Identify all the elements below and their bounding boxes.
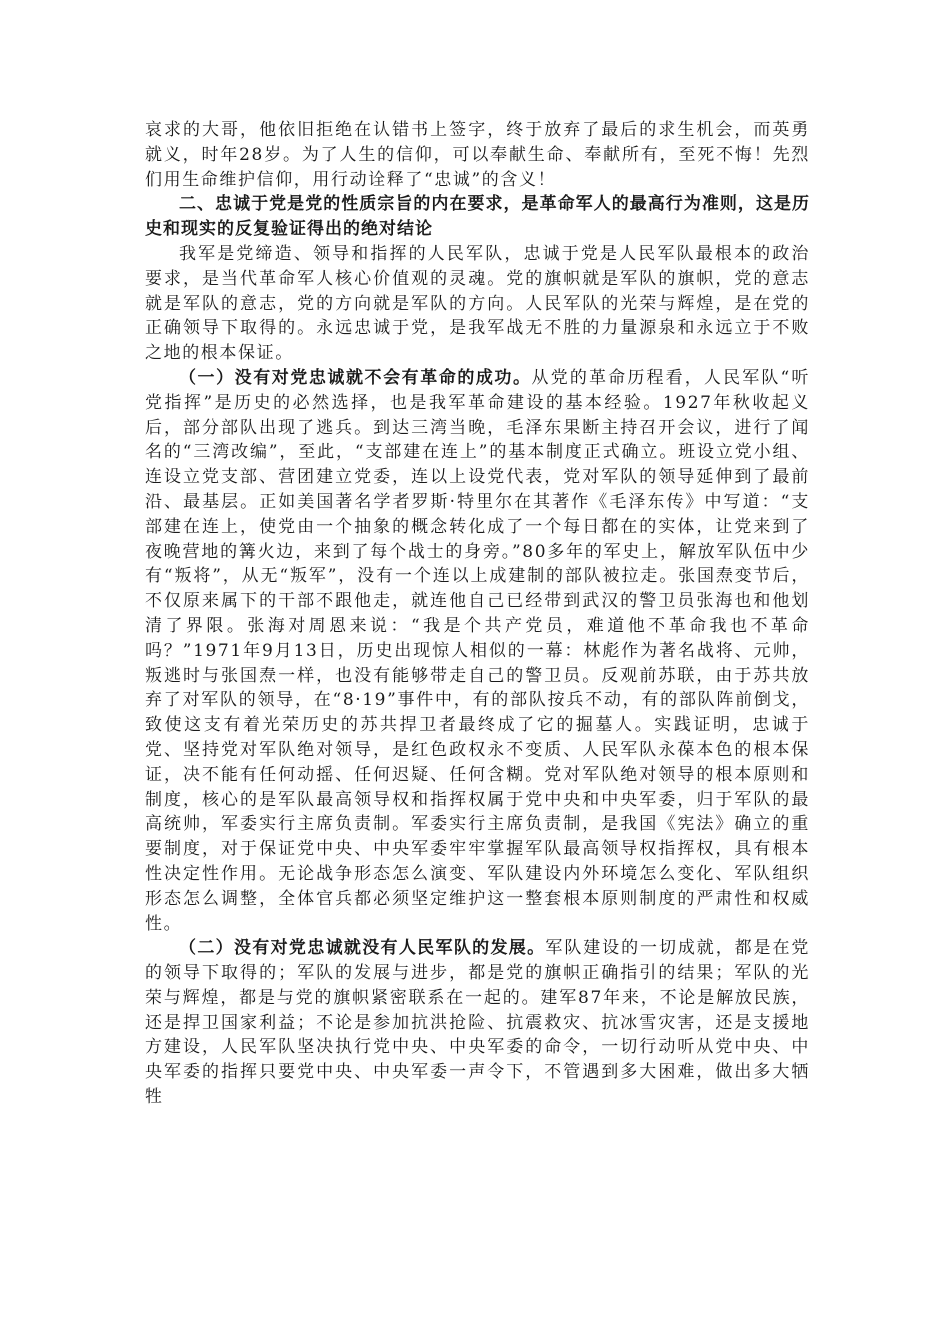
intro-paragraph: 哀求的大哥，他依旧拒绝在认错书上签字，终于放弃了最后的求生机会，而英勇就义，时年28岁。为了人生的信仰，可以奉献生命、奉献所有，至死不悔！先烈们用生命维护信仰，用行动诠释了“忠诚”的含义！ xyxy=(145,120,810,190)
subsection-1-body: 从党的革命历程看，人民军队“听党指挥”是历史的必然选择，也是我军革命建设的基本经验。1927年秋收起义后，部分部队出现了逃兵。到达三湾当晚，毛泽东果断主持召开会议，进行了闻名的“三湾改编”，至此，“支部建在连上”的基本制度正式确立。班设立党小组、连设立党支部、营团建立党委，连以上设党代表，党对军队的领导延伸到了最前沿、最基层。正如美国著名学者罗斯·特里尔在其著作《毛泽东传》中写道：“支部建在连上，使党由一个抽象的概念转化成了一个每日都在的实体，让党来到了夜晚营地的篝火边，来到了每个战士的身旁。”80多年的军史上，解放军队伍中少有“叛将”，从无“叛军”，没有一个连以上成建制的部队被拉走。张国焘变节后，不仅原来属下的干部不跟他走，就连他自己已经带到武汉的警卫员张海也和他划清了界限。张海对周恩来说：“我是个共产党员，难道他不革命我也不革命吗？”1971年9月13日，历史出现惊人相似的一幕：林彪作为著名战将、元帅，叛逃时与张国焘一样，也没有能够带走自己的警卫员。反观前苏联，由于苏共放弃了对军队的领导，在“8·19”事件中，有的部队按兵不动，有的部队阵前倒戈，致使这支有着光荣历史的苏共捍卫者最终成了它的掘墓人。实践证明，忠诚于党、坚持党对军队绝对领导，是红色政权永不变质、人民军队永葆本色的根本保证，决不能有任何动摇、任何迟疑、任何含糊。党对军队绝对领导的根本原则和制度，核心的是军队最高领导权和指挥权属于党中央和中央军委，归于军队的最高统帅，军委实行主席负责制。军委实行主席负责制，是我国《宪法》确立的重要制度，对于保证党中央、中央军委牢牢掌握军队最高领导权指挥权，具有根本性决定性作用。无论战争形态怎么演变、军队建设内外环境怎么变化、军队组织形态怎么调整，全体官兵都必须坚定维护这一整套根本原则制度的严肃性和权威性。 xyxy=(145,367,810,934)
document-page xyxy=(145,118,810,1110)
section-2-paragraph: 我军是党缔造、领导和指挥的人民军队，忠诚于党是人民军队最根本的政治要求，是当代革命军人核心价值观的灵魂。党的旗帜就是军队的旗帜，党的意志就是军队的意志，党的方向就是军队的方向。人民军队的光荣与辉煌，是在党的正确领导下取得的。永远忠诚于党，是我军战无不胜的力量源泉和永远立于不败之地的根本保证。 xyxy=(145,243,810,364)
section-heading-2: 二、忠诚于党是党的性质宗旨的内在要求，是革命军人的最高行为准则，这是历史和现实的反复验证得出的绝对结论 xyxy=(145,194,810,240)
subsection-2-paragraph xyxy=(145,936,810,1110)
subsection-1-paragraph xyxy=(145,366,810,936)
subsection-2-title: （二）没有对党忠诚就没有人民军队的发展。 xyxy=(179,938,546,959)
subsection-2-body: 军队建设的一切成就，都是在党的领导下取得的；军队的发展与进步，都是党的旗帜正确指引的结果；军队的光荣与辉煌，都是与党的旗帜紧密联系在一起的。建军87年来，不论是解放民族，还是捍卫国家利益；不论是参加抗洪抢险、抗震救灾、抗冰雪灾害，还是支援地方建设，人民军队坚决执行党中央、中央军委的命令，一切行动听从党中央、中央军委的指挥只要党中央、中央军委一声令下，不管遇到多大困难，做出多大牺牲 xyxy=(145,938,810,1108)
subsection-1-title: （一）没有对党忠诚就不会有革命的成功。 xyxy=(179,367,532,388)
